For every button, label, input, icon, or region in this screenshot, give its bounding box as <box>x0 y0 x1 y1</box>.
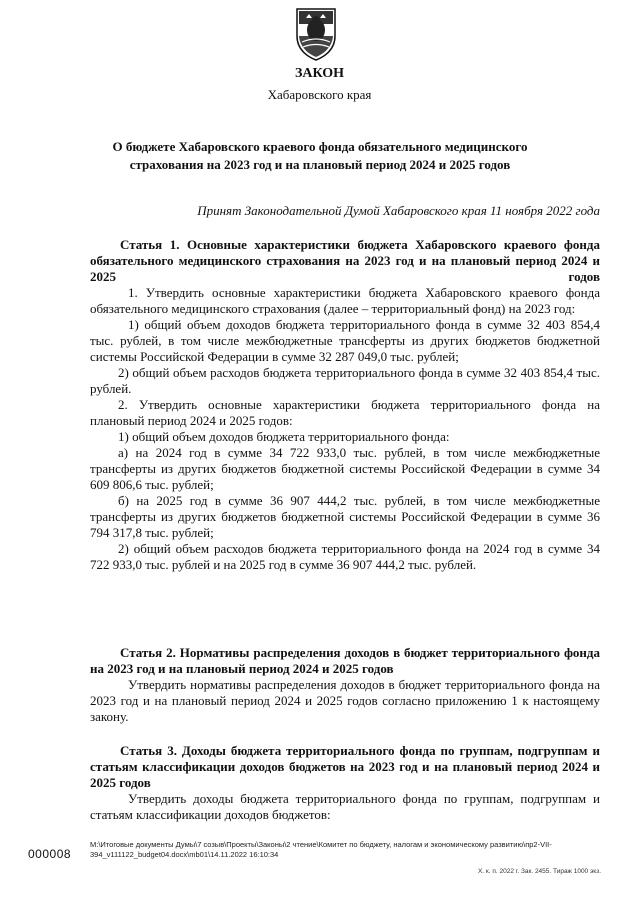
adoption-note: Принят Законодательной Думой Хабаровского края 11 ноября 2022 года <box>197 203 600 218</box>
article-heading: Статья 3. Доходы бюджета территориального фонда по группам, подгруппам и статьям классификации доходов бюджетов на 2023 год и на плановый период 2024 и 2025 годов <box>90 743 600 790</box>
article-3 <box>90 743 600 823</box>
paragraph: б) на 2025 год в сумме 36 907 444,2 тыс. рублей, в том числе межбюджетные трансферты из других бюджетов бюджетной системы Российской Федерации в сумме 36 794 317,8 тыс. рублей; <box>90 493 600 540</box>
article-1 <box>90 237 600 573</box>
paragraph: 1) общий объем доходов бюджета территориального фонда: <box>118 429 450 444</box>
paragraph: 1) общий объем доходов бюджета территориального фонда в сумме 32 403 854,4 тыс. рублей, в том числе межбюджетные трансферты из других бюджетов бюджетной системы Российской Федерации в сумме 32 287 049,0 тыс. рублей; <box>90 317 600 364</box>
paragraph: 2. Утвердить основные характеристики бюджета территориального фонда на плановый период 2024 и 2025 годов: <box>90 397 600 428</box>
paragraph: 2) общий объем расходов бюджета территориального фонда на 2024 год в сумме 34 722 933,0 тыс. рублей и на 2025 год в сумме 36 907 444,2 тыс. рублей. <box>90 541 600 572</box>
law-title: ЗАКОН <box>294 66 345 81</box>
print-info: Х. к. п. 2022 г. Зак. 2455. Тираж 1000 экз. <box>477 868 601 875</box>
document-title-line: О бюджете Хабаровского краевого фонда обязательного медицинского <box>112 139 528 154</box>
article-heading: Статья 2. Нормативы распределения доходов в бюджет территориального фонда на 2023 год и на плановый период 2024 и 2025 годов <box>90 645 600 676</box>
article-heading: Статья 1. Основные характеристики бюджета Хабаровского краевого фонда обязательного медицинского страхования на 2023 год и на плановый период 2024 и 2025 годов <box>90 237 600 284</box>
paragraph: 2) общий объем расходов бюджета территориального фонда в сумме 32 403 854,4 тыс. рублей. <box>90 365 600 396</box>
document-code: 000008 <box>28 847 72 861</box>
article-2 <box>90 645 600 725</box>
paragraph: 1. Утвердить основные характеристики бюджета Хабаровского краевого фонда обязательного медицинского страхования (далее – территориальный фонд) на 2023 год: <box>90 285 600 316</box>
document-title <box>100 138 540 174</box>
law-region: Хабаровского края <box>267 87 372 102</box>
paragraph: Утвердить нормативы распределения доходов в бюджет территориального фонда на 2023 год и на плановый период 2024 и 2025 годов согласно приложению 1 к настоящему закону. <box>90 677 600 724</box>
file-path: M:\Итоговые документы Думы\7 созыв\Проекты\Законы\2 чтение\Комитет по бюджету, налогам и экономическому развитию\пр2-VII-394_v111122_budget04.docx\mb01\14.11.2022 16:10:34 <box>90 840 552 859</box>
coat-of-arms-icon <box>294 6 338 62</box>
paragraph: Утвердить доходы бюджета территориального фонда по группам, подгруппам и статьям классификации доходов бюджетов: <box>90 791 600 822</box>
paragraph: а) на 2024 год в сумме 34 722 933,0 тыс. рублей, в том числе межбюджетные трансферты из других бюджетов бюджетной системы Российской Федерации в сумме 34 609 806,6 тыс. рублей; <box>90 445 600 492</box>
document-title-line: страхования на 2023 год и на плановый период 2024 и 2025 годов <box>129 157 511 172</box>
